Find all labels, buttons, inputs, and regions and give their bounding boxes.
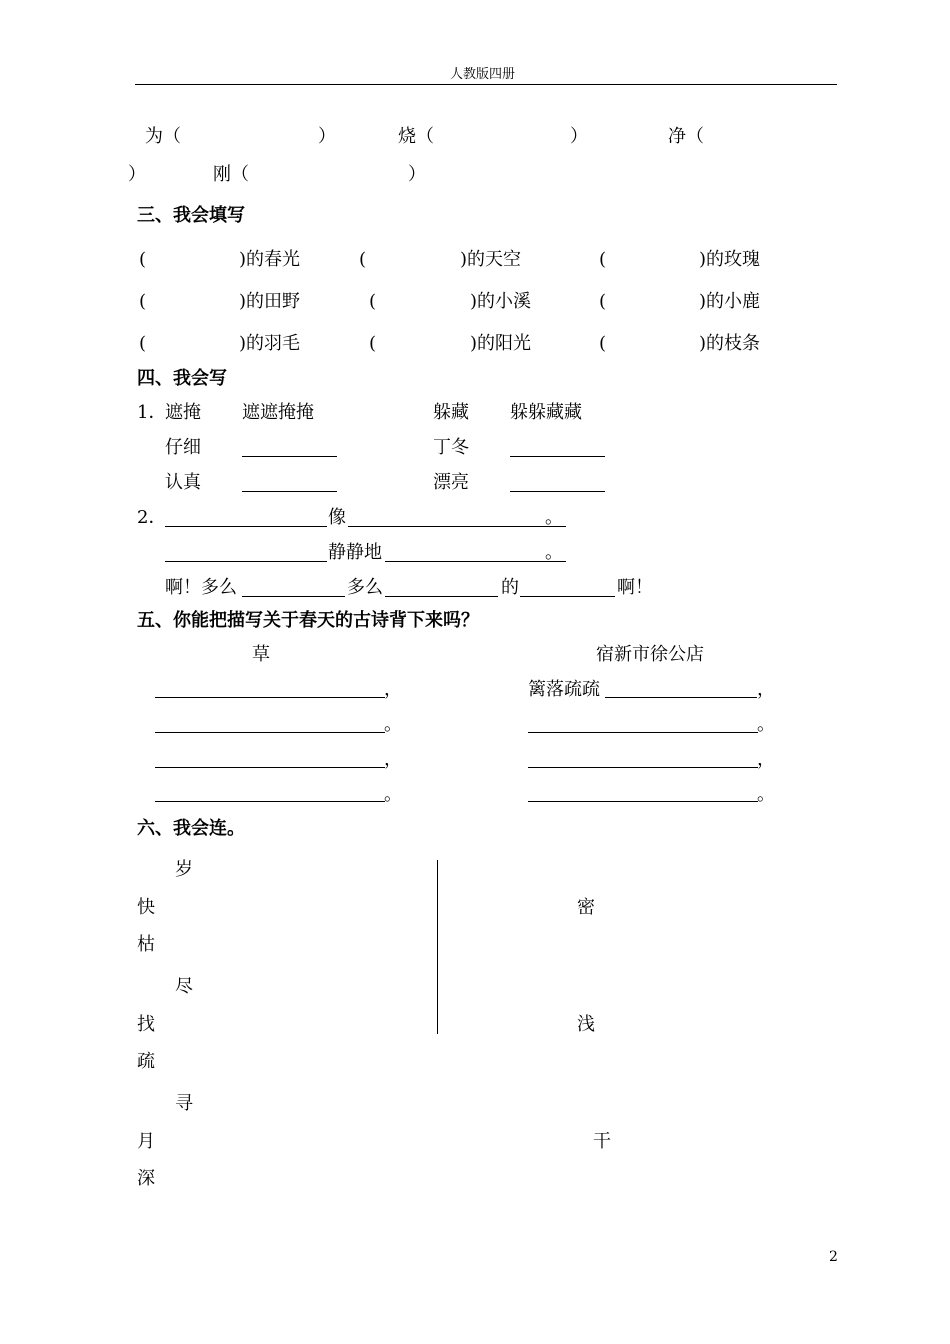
poem2-title: 宿新市徐公店 — [596, 644, 704, 665]
match-char-qian[interactable]: 浅 — [577, 1014, 595, 1035]
s3-close: )的玫瑰 — [699, 249, 761, 270]
s3-open: ( — [139, 249, 147, 270]
s3-open: ( — [599, 291, 607, 312]
match-char-shu[interactable]: 疏 — [137, 1051, 155, 1072]
poem-line[interactable] — [155, 801, 385, 802]
answer-line[interactable] — [165, 561, 327, 562]
s3-close: )的小溪 — [470, 291, 532, 312]
q2-period: 。 — [545, 542, 563, 563]
s3-open: ( — [369, 291, 377, 312]
poem-line[interactable] — [155, 732, 385, 733]
poem-comma: ， — [384, 749, 402, 770]
char-gang: 刚（ — [213, 164, 249, 185]
q2-exclaim: 啊！多么 — [165, 577, 237, 598]
poem-line[interactable] — [528, 732, 758, 733]
answer-line[interactable] — [510, 456, 605, 457]
paren-close-3: ） — [128, 164, 146, 185]
s3-close: )的羽毛 — [239, 333, 301, 354]
s3-open: ( — [599, 249, 607, 270]
s3-open: ( — [359, 249, 367, 270]
poem-comma: ， — [757, 679, 775, 700]
page-number: 2 — [829, 1249, 838, 1265]
word-duocang: 躲藏 — [433, 402, 469, 423]
section6-heading: 六、我会连。 — [137, 818, 245, 839]
section5-heading: 五、你能把描写关于春天的古诗背下来吗？ — [137, 610, 479, 631]
answer-line[interactable] — [242, 596, 345, 597]
match-char-ku[interactable]: 枯 — [137, 934, 155, 955]
answer-line[interactable] — [348, 526, 566, 527]
s3-close: )的春光 — [239, 249, 301, 270]
s3-close: )的阳光 — [470, 333, 532, 354]
word-piaoliang: 漂亮 — [433, 472, 469, 493]
poem-period: 。 — [384, 714, 402, 735]
s3-close: )的枝条 — [699, 333, 761, 354]
match-char-xun[interactable]: 寻 — [175, 1093, 193, 1114]
match-char-yue[interactable]: 月 — [137, 1131, 155, 1152]
q2-ah: 啊！ — [617, 577, 653, 598]
header-title: 人教版四册 — [450, 67, 516, 82]
char-wei: 为（ — [145, 126, 181, 147]
s3-close: )的田野 — [239, 291, 301, 312]
s3-open: ( — [139, 333, 147, 354]
poem-comma: ， — [384, 679, 402, 700]
example-zheyan: 遮遮掩掩 — [242, 402, 314, 423]
match-char-gan[interactable]: 干 — [593, 1131, 611, 1152]
q2-of: 的 — [501, 577, 519, 598]
poem-line[interactable] — [155, 697, 385, 698]
answer-line[interactable] — [165, 526, 327, 527]
answer-line[interactable] — [385, 561, 566, 562]
poem1-title: 草 — [252, 644, 270, 665]
header-rule — [135, 84, 837, 85]
answer-line[interactable] — [242, 491, 337, 492]
poem-period: 。 — [757, 714, 775, 735]
s3-open: ( — [139, 291, 147, 312]
q2-quietly: 静静地 — [328, 542, 382, 563]
poem-comma: ， — [757, 749, 775, 770]
match-char-kuai[interactable]: 快 — [137, 897, 155, 918]
word-zixi: 仔细 — [165, 437, 201, 458]
paren-close-4: ） — [408, 164, 426, 185]
s3-open: ( — [599, 333, 607, 354]
section3-heading: 三、我会填写 — [137, 205, 245, 226]
column-divider — [437, 860, 438, 1034]
paren-close-1: ） — [318, 126, 336, 147]
poem-line[interactable] — [605, 697, 757, 698]
answer-line[interactable] — [520, 596, 615, 597]
word-renzhen: 认真 — [165, 472, 201, 493]
poem-line[interactable] — [528, 801, 758, 802]
q2-period: 。 — [545, 507, 563, 528]
poem2-start: 篱落疏疏 — [528, 679, 600, 700]
poem-line[interactable] — [155, 767, 385, 768]
q1-number: 1． — [137, 402, 167, 423]
s3-open: ( — [369, 333, 377, 354]
match-char-zhao[interactable]: 找 — [137, 1014, 155, 1035]
answer-line[interactable] — [242, 456, 337, 457]
s3-close: )的天空 — [460, 249, 522, 270]
q2-like: 像 — [328, 507, 346, 528]
section4-heading: 四、我会写 — [137, 368, 227, 389]
answer-line[interactable] — [510, 491, 605, 492]
poem-period: 。 — [384, 784, 402, 805]
word-dingdong: 丁冬 — [433, 437, 469, 458]
poem-line[interactable] — [528, 767, 758, 768]
match-char-mi[interactable]: 密 — [577, 897, 595, 918]
poem-period: 。 — [757, 784, 775, 805]
example-duocang: 躲躲藏藏 — [510, 402, 582, 423]
match-char-shen[interactable]: 深 — [137, 1168, 155, 1189]
char-jing: 净（ — [668, 126, 704, 147]
match-char-jin[interactable]: 尽 — [175, 976, 193, 997]
answer-line[interactable] — [385, 596, 498, 597]
char-shao: 烧（ — [398, 126, 434, 147]
q2-how: 多么 — [347, 577, 383, 598]
q2-number: 2． — [137, 507, 167, 528]
word-zheyan: 遮掩 — [165, 402, 201, 423]
s3-close: )的小鹿 — [699, 291, 761, 312]
match-char-sui[interactable]: 岁 — [175, 859, 193, 880]
paren-close-2: ） — [570, 126, 588, 147]
